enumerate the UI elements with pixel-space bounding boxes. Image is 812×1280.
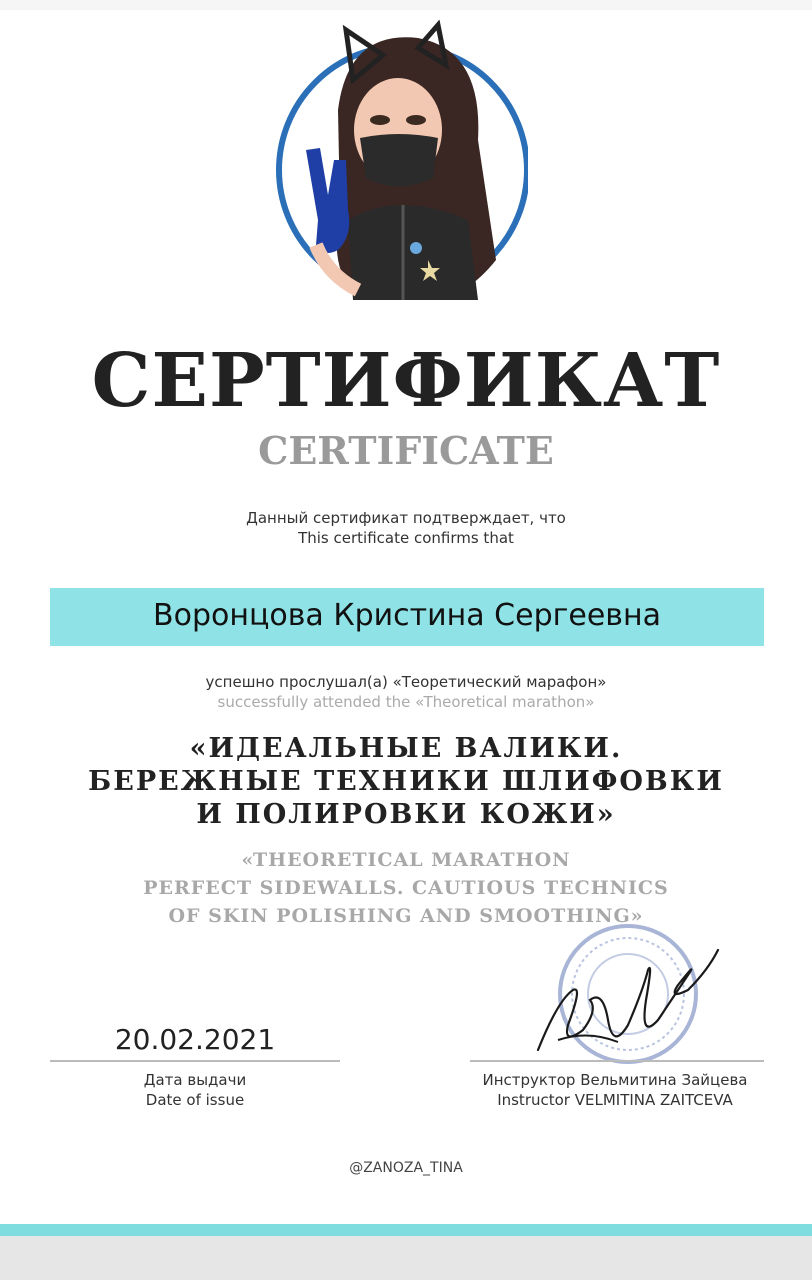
confirm-text	[0, 508, 812, 548]
course-title-ru-line: БЕРЕЖНЫЕ ТЕХНИКИ ШЛИФОВКИ	[88, 766, 724, 797]
course-title-ru-line: «ИДЕАЛЬНЫЕ ВАЛИКИ.	[189, 733, 623, 764]
attended-text-en: successfully attended the «Theoretical marathon»	[217, 693, 595, 711]
confirm-text-ru: Данный сертификат подтверждает, что	[246, 509, 566, 527]
instructor-caption	[440, 1070, 790, 1110]
attended-text-ru: успешно прослушал(а) «Теоретический марафон»	[205, 673, 607, 691]
social-handle: @ZANOZA_TINA	[349, 1160, 463, 1176]
instructor-ru: Инструктор Вельмитина Зайцева	[482, 1071, 748, 1089]
instructor-en: Instructor VELMITINA ZAITCEVA	[497, 1091, 733, 1109]
course-title-en-line: OF SKIN POLISHING AND SMOOTHING»	[168, 905, 644, 927]
certificate-title-ru: СЕРТИФИКАТ	[91, 338, 721, 424]
date-underline	[50, 1060, 340, 1062]
date-caption	[50, 1070, 340, 1110]
certificate-title-en: CERTIFICATE	[258, 428, 554, 473]
signature-underline	[470, 1060, 764, 1062]
avatar-logo-icon	[268, 20, 528, 300]
date-label-en: Date of issue	[145, 1091, 245, 1109]
course-title-en-line: «THEORETICAL MARATHON	[241, 849, 571, 871]
recipient-name-bar	[50, 588, 764, 646]
recipient-name: Воронцова Кристина Сергеевна	[153, 598, 661, 633]
signature-icon	[528, 930, 728, 1070]
confirm-text-en: This certificate confirms that	[298, 529, 514, 547]
course-title-en-line: PERFECT SIDEWALLS. CAUTIOUS TECHNICS	[143, 877, 669, 899]
bottom-accent-band	[0, 1224, 812, 1236]
date-label-ru: Дата выдачи	[143, 1071, 247, 1089]
course-title-ru-line: И ПОЛИРОВКИ КОЖИ»	[196, 799, 616, 830]
bottom-grey-band	[0, 1236, 812, 1280]
issue-date: 20.02.2021	[114, 1023, 276, 1056]
course-title-en	[40, 846, 772, 930]
course-title-ru	[40, 732, 772, 831]
